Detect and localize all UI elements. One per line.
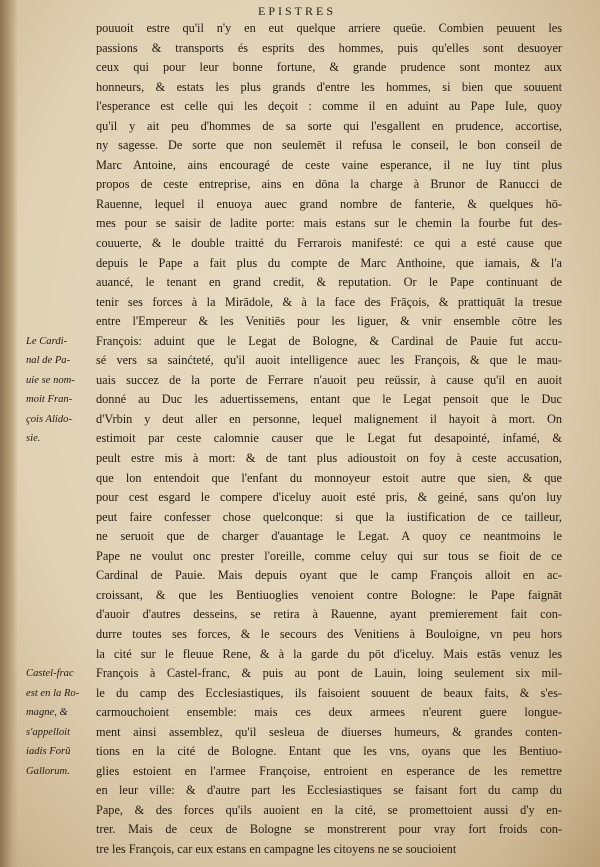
- running-title: EPISTRES: [258, 4, 337, 18]
- text-line: honneurs, & estats les plus grands d'entre les hommes, si bien que souuent: [96, 79, 562, 94]
- marginal-note: [26, 332, 94, 449]
- text-line: ment ainsi assemblez, qu'il sesleua de diuerses humeurs, & grandes conten-: [96, 724, 562, 739]
- text-line: François à Castel-franc, & puis au pont de Lauin, loing seulement six mil-: [96, 666, 562, 681]
- text-line: Pape, & des forces qu'ils auoient en la cité, se promettoient aussi d'y en-: [96, 802, 562, 817]
- marginal-note-line: Castel-frac: [26, 668, 74, 680]
- text-line: trer. Mais de ceux de Bologne se monstrerent pour vray fort froids con-: [96, 822, 562, 837]
- text-line: propos de ceste entreprise, ains en dōna la charge à Brunor de Ranucci de: [96, 177, 562, 192]
- marginal-note-line: nal de Pa-: [26, 355, 71, 367]
- text-line: passions & transports és esprits des hommes, puis qu'elles sont desuoyer: [96, 40, 562, 55]
- text-line: sé vers sa sainćteté, qu'il auoit intelligence auec les François, & que le mau-: [96, 353, 562, 368]
- text-line: ceux qui pour leur bonne fortune, & grande prudence sont montez aux: [96, 60, 562, 75]
- text-line: durre toutes ses forces, & le secours des Venitiens à Bouloigne, vn peu hors: [96, 626, 562, 641]
- text-line: tre les François, car eux estans en campagne les citoyens ne se soucioient: [96, 841, 457, 856]
- text-line: donné au Duc les aduertissemens, entant que le Legat pensoit que le Duc: [96, 392, 562, 407]
- text-line: qu'il y ait peu d'hommes de sa sorte qui l'esgallent en prudence, accortise,: [96, 118, 562, 133]
- text-line: Pape ne voulut onc prester l'oreille, comme celuy qui sur tous se fioit de ce: [96, 548, 562, 563]
- marginal-note-line: uie se nom-: [26, 374, 75, 386]
- marginal-note-line: Gallorum.: [26, 765, 70, 777]
- page-gutter-shadow: [0, 0, 18, 867]
- text-line: tenir ses forces à la Mirādole, & à la face des Frāçois, & prattiquāt la tresue: [96, 294, 562, 309]
- marginal-note-line: çois Alido-: [26, 413, 73, 425]
- marginal-note-line: Le Cardi-: [26, 335, 68, 347]
- text-line: peult estre mis à mort: & de tant plus adioustoit on foy à ceste accusation,: [96, 451, 562, 466]
- text-line: mes pour se saisir de ladite porte: mais estans sur le chemin la fourbe fut des-: [96, 216, 562, 231]
- text-line: entre l'Empereur & les Venitiēs pour les liguer, & vnir ensemble cōtre les: [96, 314, 562, 329]
- text-line: la cité sur le fleuue Rene, & à la garde du pōt d'iceluy. Mais estās venuz les: [96, 646, 562, 661]
- text-line: que lon entendoit que l'enfant du monnoyeur estoit autre que sien, & que: [96, 470, 562, 485]
- marginal-note-line: moit Fran-: [26, 394, 73, 406]
- text-line: auancé, le tenant en grand credit, & reputation. Or le Pape continuant de: [96, 275, 562, 290]
- text-line: uais succez de la porte de Ferrare n'auoit peu reüssir, à cause qu'il en auoit: [96, 372, 562, 387]
- text-line: pour cest esgard le compere d'iceluy auoit esté pris, & geiné, sans qu'on luy: [96, 490, 562, 505]
- body-text: [96, 19, 576, 860]
- text-line: l'esperance est celle qui les deçoit : comme il en aduint au Pape Iule, quoy: [96, 99, 562, 114]
- marginal-note-line: est en la Ro-: [26, 687, 80, 699]
- text-line: Marc Antoine, ains encouragé de ceste vaine esperance, il ne luy tint plus: [96, 157, 562, 172]
- text-line: depuis le Pape a fait plus du compte de Marc Anthoine, que iamais, & l'a: [96, 255, 562, 270]
- text-line: peut faire confesser chose quelconque: si que la iustification de ce tailleur,: [96, 509, 562, 524]
- marginal-note-line: s'appelloit: [26, 726, 71, 738]
- text-line: d'Vrbin y deut aller en personne, lequel malignement il hayoit à mort. On: [96, 411, 562, 426]
- marginal-note-line: sie.: [26, 433, 41, 445]
- text-line: Rauenne, lequel il enuoya auec grand nombre de fanterie, & quelques hō-: [96, 196, 562, 211]
- text-line: estimoit par ceste calomnie causer que le Legat fut desapointé, infamé, &: [96, 431, 562, 446]
- text-line: ny sagesse. De sorte que non seulemēt il refusa le conseil, le bon conseil de: [96, 138, 562, 153]
- text-line: ne seruoit que de charger d'auantage le Legat. A quoy ce neantmoins le: [96, 529, 562, 544]
- text-line: pouuoit estre qu'il n'y en eut quelque arriere queüe. Combien peuuent les: [96, 21, 562, 35]
- text-line: glies estoient en l'armee Françoise, entroient en esperance de les remettre: [96, 763, 562, 778]
- text-line: en leur ville: & d'autre part les Ecclesiastiques se faisant fort du camp du: [96, 783, 562, 798]
- text-line: tions en la cité de Bologne. Entant que les vns, oyans que les Bentiuo-: [96, 744, 562, 759]
- text-line: couuerte, & le double traitté du Ferrarois manifesté: ce qui a esté cause que: [96, 236, 562, 251]
- marginal-note-line: magne, &: [26, 707, 68, 719]
- text-line: croissant, & que les Bentiuoglies venoient contre Bologne: le Pape faignāt: [96, 587, 562, 602]
- text-line: le du camp des Ecclesiastiques, ils faisoient souuent de beaux faits, & s'es-: [96, 685, 562, 700]
- text-line: carmouchoient ensemble: mais ces deux armees n'eurent guere longue-: [96, 705, 562, 720]
- text-line: Cardinal de Pauie. Mais depuis oyant que le camp François alloit en ac-: [96, 568, 562, 583]
- marginal-note-line: iadis Forū: [26, 746, 71, 758]
- text-line: d'auoir d'autres desseins, se retira à Rauenne, ayant premierement fait con-: [96, 607, 562, 622]
- text-line: François: aduint que le Legat de Bologne, & Cardinal de Pauie fut accu-: [96, 333, 562, 348]
- marginal-note: [26, 664, 94, 781]
